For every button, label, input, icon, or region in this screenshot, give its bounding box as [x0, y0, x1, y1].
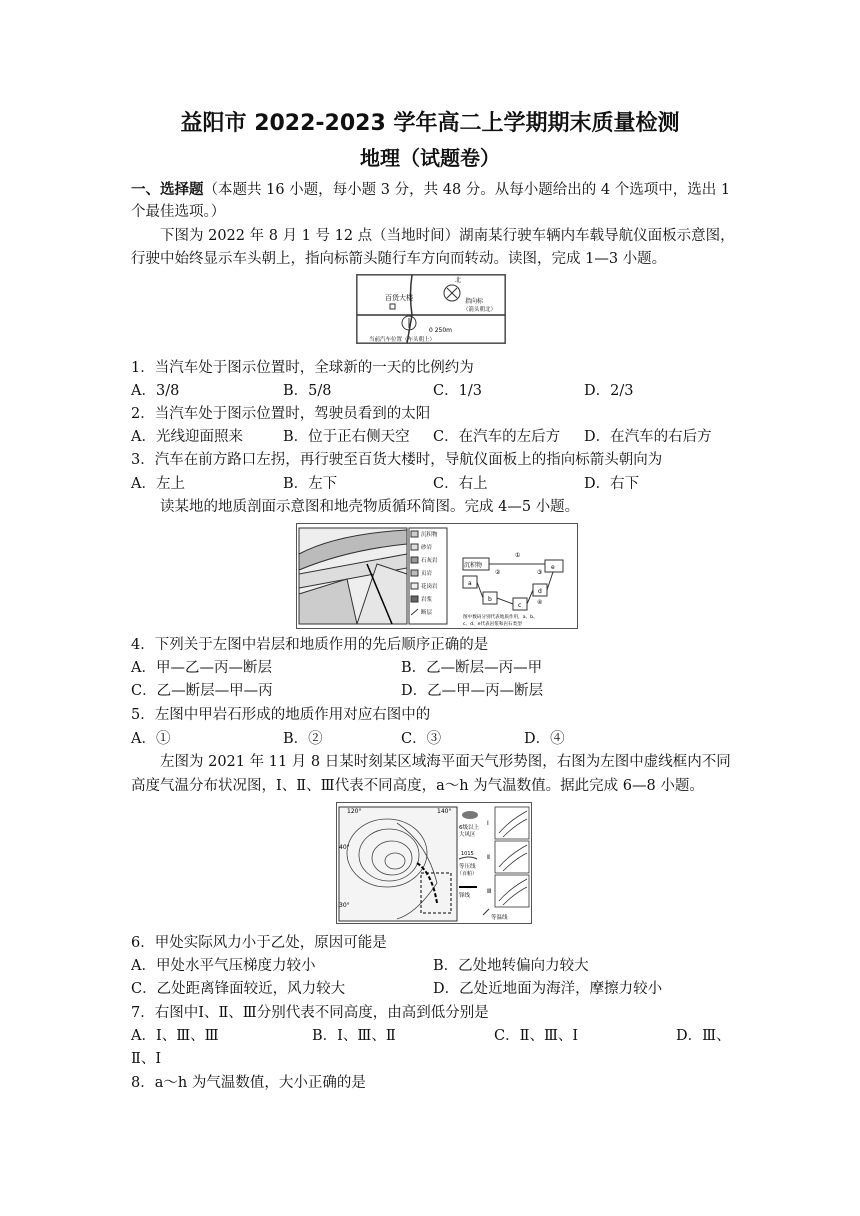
intro-3-line-2: 高度气温分布状况图，Ⅰ、Ⅱ、Ⅲ代表不同高度，a～h 为气温数值。据此完成 6—8 小题。 [131, 778, 704, 794]
fig2-legend-2: 石灰岩 [421, 558, 438, 564]
q4-option-a: A．甲—乙—丙—断层 [131, 660, 272, 676]
fig2-note-1: 图中数码分别代表地质作用，a、b、 [463, 615, 538, 620]
fig2-legend-1: 砂岩 [421, 545, 433, 551]
q5-option-c: C．③ [401, 731, 442, 747]
q5-option-d: D．④ [524, 731, 565, 747]
section-label: 一、选择题 [131, 182, 204, 198]
q4-option-c: C．乙—断层—甲—丙 [131, 683, 273, 699]
fig3-lon-1: 120° [347, 808, 362, 815]
intro-3-line-1: 左图为 2021 年 11 月 8 日某时刻某区域海平面天气形势图，右图为左图中虚线框内不同 [160, 754, 731, 770]
q1-option-a: A．3/8 [131, 383, 180, 399]
q7-option-a: A．Ⅰ、Ⅲ、Ⅲ [131, 1028, 219, 1044]
fig2-num-0: ① [515, 552, 521, 559]
fig2-legend-5: 岩浆 [421, 597, 433, 603]
q5-option-a: A．① [131, 731, 171, 747]
q8-stem: 8．a～h 为气温数值，大小正确的是 [131, 1075, 366, 1091]
q7-option-d: D．Ⅲ、 [676, 1028, 731, 1044]
figure-weather-map [336, 802, 532, 924]
q7-option-d-cont: Ⅱ、Ⅰ [131, 1051, 162, 1067]
fig3-panel-3: Ⅲ [487, 888, 492, 895]
fig2-legend-3: 页岩 [421, 571, 433, 577]
exam-title: 益阳市 2022-2023 学年高二上学期期末质量检测 [180, 111, 680, 136]
q3-option-d: D．右下 [584, 476, 640, 492]
fig1-pointer-label: 指向标 [465, 298, 484, 305]
q2-stem: 2．当汽车处于图示位置时，驾驶员看到的太阳 [131, 406, 431, 422]
q4-option-b: B．乙—断层—丙—甲 [401, 660, 543, 676]
q1-stem: 1．当汽车处于图示位置时，全球新的一天的比例约为 [131, 360, 474, 376]
figure-navigation-panel [356, 274, 506, 344]
q2-option-d: D．在汽车的右后方 [584, 429, 712, 445]
fig2-box-0: 沉积物 [464, 562, 483, 569]
q7-option-c: C．Ⅱ、Ⅲ、Ⅰ [494, 1028, 579, 1044]
q6-option-a: A．甲处水平气压梯度力较小 [131, 958, 316, 974]
q6-stem: 6．甲处实际风力小于乙处，原因可能是 [131, 935, 387, 951]
q3-option-c: C．右上 [433, 476, 488, 492]
q1-option-c: C．1/3 [433, 383, 482, 399]
fig2-num-3: ④ [537, 599, 543, 606]
fig2-box-3: c [518, 602, 522, 609]
fig3-legend-wind: 6级以上 [459, 825, 479, 831]
q1-option-d: D．2/3 [584, 383, 634, 399]
fig3-legend-wind-2: 大风区 [459, 832, 476, 838]
fig3-lat-1: 40° [339, 844, 350, 851]
exam-subtitle: 地理（试题卷） [360, 146, 500, 170]
q6-option-d: D．乙处近地面为海洋，摩擦力较小 [433, 981, 663, 997]
fig3-lon-2: 140° [437, 808, 452, 815]
intro-2: 读某地的地质剖面示意图和地壳物质循环简图。完成 4—5 小题。 [160, 499, 580, 515]
fig2-note-2: c、d、e代表岩浆和岩石类型 [463, 622, 522, 627]
q3-option-a: A．左上 [131, 476, 185, 492]
section-desc-cont: 个最佳选项。） [131, 204, 226, 220]
q5-stem: 5．左图中甲岩石形成的地质作用对应右图中的 [131, 707, 431, 723]
fig1-caption: 当前汽车位置（车头朝上） [369, 337, 436, 343]
fig2-box-5: e [551, 564, 555, 571]
q3-option-b: B．左下 [283, 476, 338, 492]
fig3-legend-isotherm: 等温线 [491, 915, 508, 921]
fig2-legend-6: 断层 [421, 610, 433, 616]
q1-option-b: B．5/8 [283, 383, 332, 399]
fig2-legend-0: 沉积物 [421, 532, 438, 538]
section-heading [131, 180, 730, 200]
q7-stem: 7．右图中Ⅰ、Ⅱ、Ⅲ分别代表不同高度，由高到低分别是 [131, 1005, 489, 1021]
intro-1-line-1: 下图为 2022 年 8 月 1 号 12 点（当地时间）湖南某行驶车辆内车载导航仪面板示意图， [160, 228, 735, 244]
fig2-box-4: d [538, 588, 542, 595]
q3-stem: 3．汽车在前方路口左拐，再行驶至百货大楼时，导航仪面板上的指向标箭头朝向为 [131, 452, 663, 468]
section-desc: （本题共 16 小题，每小题 3 分，共 48 分。从每小题给出的 4 个选项中，选出 1 [203, 182, 731, 198]
fig2-legend-4: 花岗岩 [421, 584, 438, 590]
fig1-north-label: 北 [455, 277, 462, 284]
fig3-legend-front: 锋线 [459, 893, 471, 899]
q2-option-a: A．光线迎面照来 [131, 429, 243, 445]
q7-option-b: B．Ⅰ、Ⅲ、Ⅱ [312, 1028, 396, 1044]
fig2-num-2: ③ [537, 569, 543, 576]
fig3-isobar-value: 1015 [461, 851, 474, 857]
fig2-box-1: a [468, 580, 472, 587]
q2-option-b: B．位于正右侧天空 [283, 429, 410, 445]
fig2-num-1: ② [495, 569, 501, 576]
fig3-panel-1: Ⅰ [487, 820, 489, 827]
q4-option-d: D．乙—甲—丙—断层 [401, 683, 544, 699]
q5-option-b: B．② [283, 731, 323, 747]
fig3-lat-2: 30° [339, 902, 350, 909]
fig1-building-label: 百货大楼 [385, 294, 413, 302]
fig2-box-2: b [488, 596, 492, 603]
fig3-legend-isobar: 等压线 [459, 864, 476, 870]
figure-geology [296, 523, 578, 629]
q6-option-b: B．乙处地转偏向力较大 [433, 958, 589, 974]
q4-stem: 4．下列关于左图中岩层和地质作用的先后顺序正确的是 [131, 637, 489, 653]
q2-option-c: C．在汽车的左后方 [433, 429, 561, 445]
fig1-pointer-note: （箭头朝北） [463, 307, 497, 313]
fig1-scale: 0 250m [429, 327, 453, 334]
intro-1-line-2: 行驶中始终显示车头朝上，指向标箭头随行车方向而转动。读图，完成 1—3 小题。 [131, 251, 667, 267]
fig3-panel-2: Ⅱ [487, 854, 490, 861]
fig3-legend-isobar-unit: （百帕） [457, 871, 478, 877]
q6-option-c: C．乙处距离锋面较近，风力较大 [131, 981, 346, 997]
